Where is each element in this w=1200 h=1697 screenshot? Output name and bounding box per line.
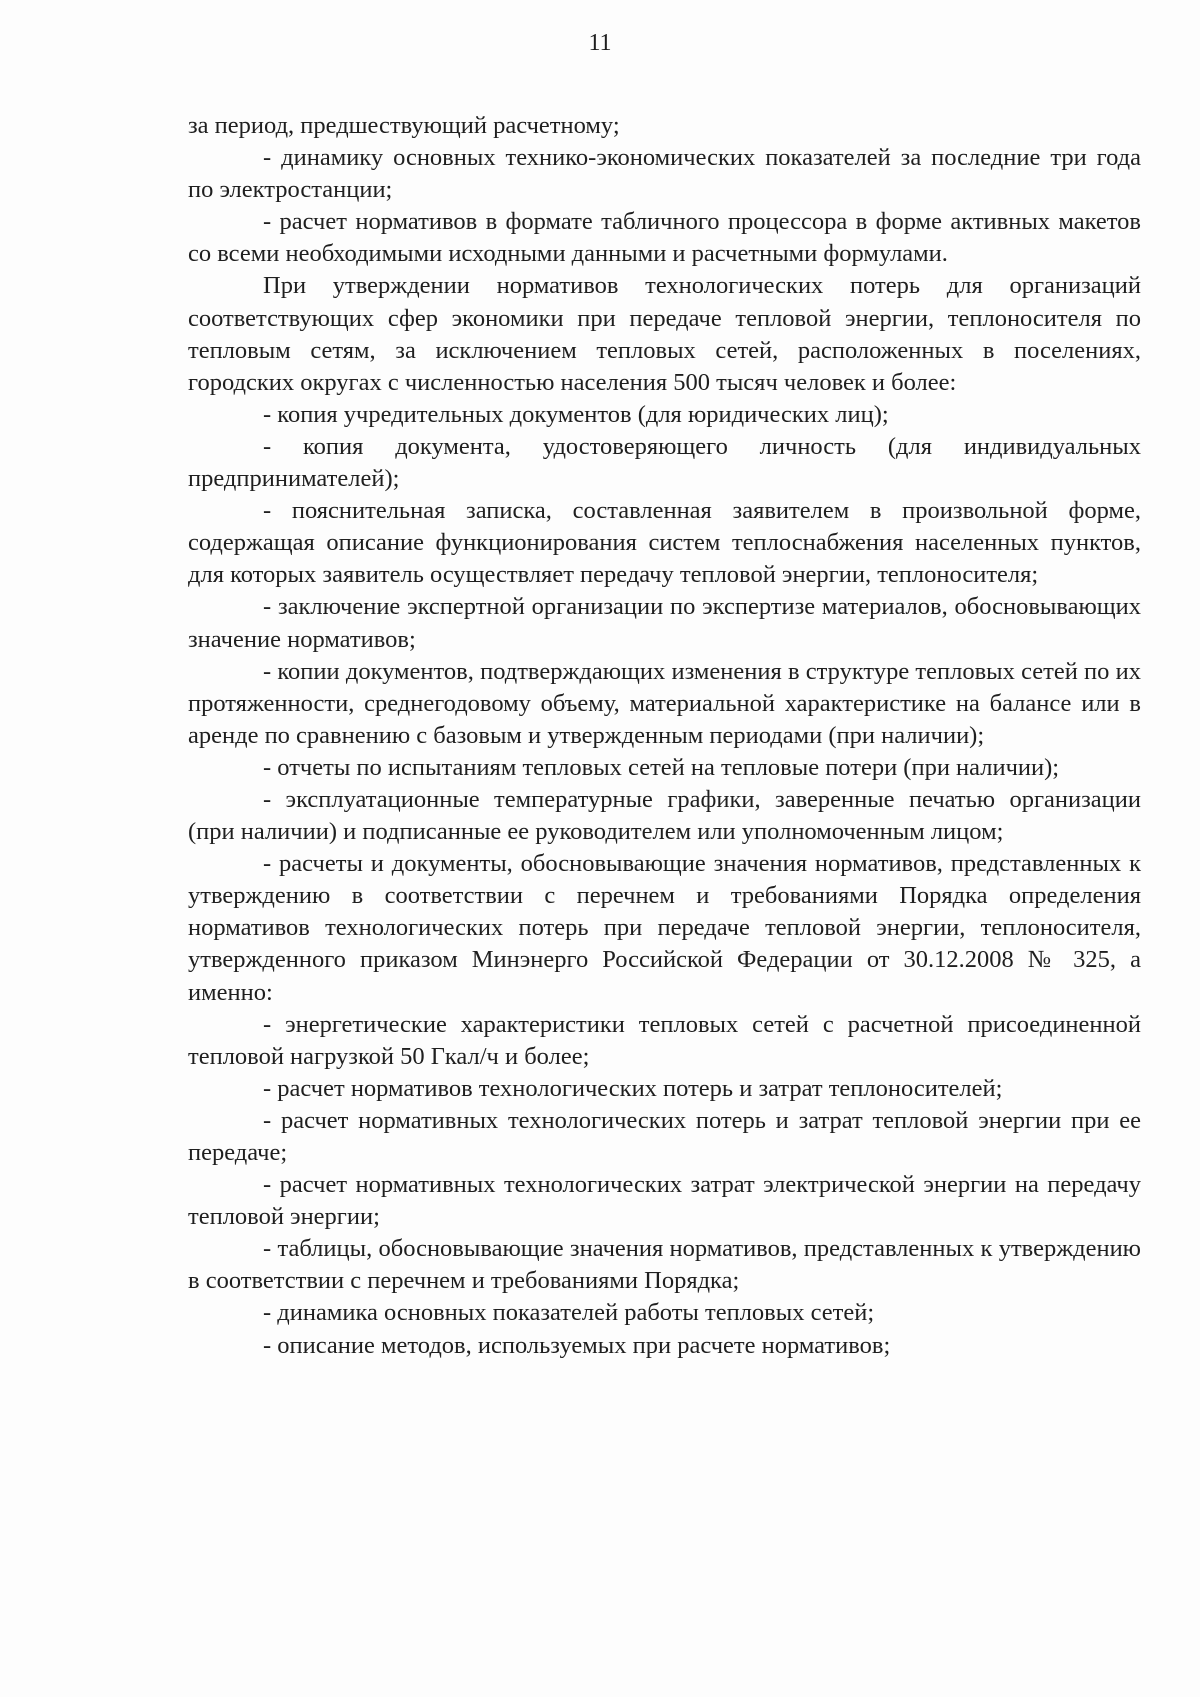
list-item-coolant-losses-calculation: - расчет нормативов технологических потерь и затрат теплоносителей;	[263, 1074, 1003, 1102]
list-item-dynamics-indicators: - динамику основных технико-экономических показателей за последние три года по электростанции;	[188, 144, 1141, 204]
list-item-expert-conclusion: - заключение экспертной организации по экспертизе материалов, обосновывающих значение нормативов;	[188, 593, 1141, 653]
list-item-calculations-documents: - расчеты и документы, обосновывающие значения нормативов, представленных к утверждению в соответствии с перечнем и требованиями Порядка определения нормативов технологических потерь при передаче тепловой энергии, теплоносителя, утвержденного приказом Минэнерго Российской Федерации от 30.12.2008 № 325, а именно:	[188, 850, 1141, 1006]
list-item-identity-document: - копия документа, удостоверяющего личность (для индивидуальных предпринимателей);	[188, 432, 1141, 493]
paragraph-heat-losses-intro: При утверждении нормативов технологических потерь для организаций соответствующих сфер экономики при передаче тепловой энергии, теплоносителя по тепловым сетям, за исключением тепловых сетей, расположенных в поселениях, городских округах с численностью населения 500 тысяч человек и более:	[188, 272, 1141, 396]
list-item-heat-losses-calculation: - расчет нормативных технологических потерь и затрат тепловой энергии при ее передаче;	[188, 1106, 1141, 1166]
paragraph-period-preceding: за период, предшествующий расчетному;	[188, 112, 620, 139]
document-body	[188, 110, 1141, 1362]
list-item-network-performance-dynamics: - динамика основных показателей работы тепловых сетей;	[263, 1299, 875, 1327]
list-item-justification-tables: - таблицы, обосновывающие значения нормативов, представленных к утверждению в соответствии с перечнем и требованиями Порядка;	[188, 1235, 1141, 1295]
list-item-energy-characteristics: - энергетические характеристики тепловых сетей с расчетной присоединенной тепловой нагрузкой 50 Гкал/ч и более;	[188, 1010, 1141, 1070]
list-item-explanatory-note: - пояснительная записка, составленная заявителем в произвольной форме, содержащая описание функционирования систем теплоснабжения населенных пунктов, для которых заявитель осуществляет передачу тепловой энергии, теплоносителя;	[188, 497, 1141, 589]
list-item-electric-costs-calculation: - расчет нормативных технологических затрат электрической энергии на передачу тепловой энергии;	[188, 1171, 1141, 1231]
list-item-test-reports: - отчеты по испытаниям тепловых сетей на тепловые потери (при наличии);	[263, 753, 1060, 781]
page-number: 11	[588, 30, 612, 56]
list-item-spreadsheet-calculation: - расчет нормативов в формате табличного процессора в форме активных макетов со всеми необходимыми исходными данными и расчетными формулами.	[188, 208, 1141, 268]
list-item-temperature-charts: - эксплуатационные температурные графики, заверенные печатью организации (при наличии) и подписанные ее руководителем или уполномоченным лицом;	[188, 785, 1141, 846]
list-item-network-changes-documents: - копии документов, подтверждающих изменения в структуре тепловых сетей по их протяженности, среднегодовому объему, материальной характеристике на балансе или в аренде по сравнению с базовым и утвержденным периодами (при наличии);	[188, 657, 1141, 749]
list-item-methods-description: - описание методов, используемых при расчете нормативов;	[263, 1331, 891, 1359]
list-item-founding-documents: - копия учредительных документов (для юридических лиц);	[263, 400, 889, 428]
